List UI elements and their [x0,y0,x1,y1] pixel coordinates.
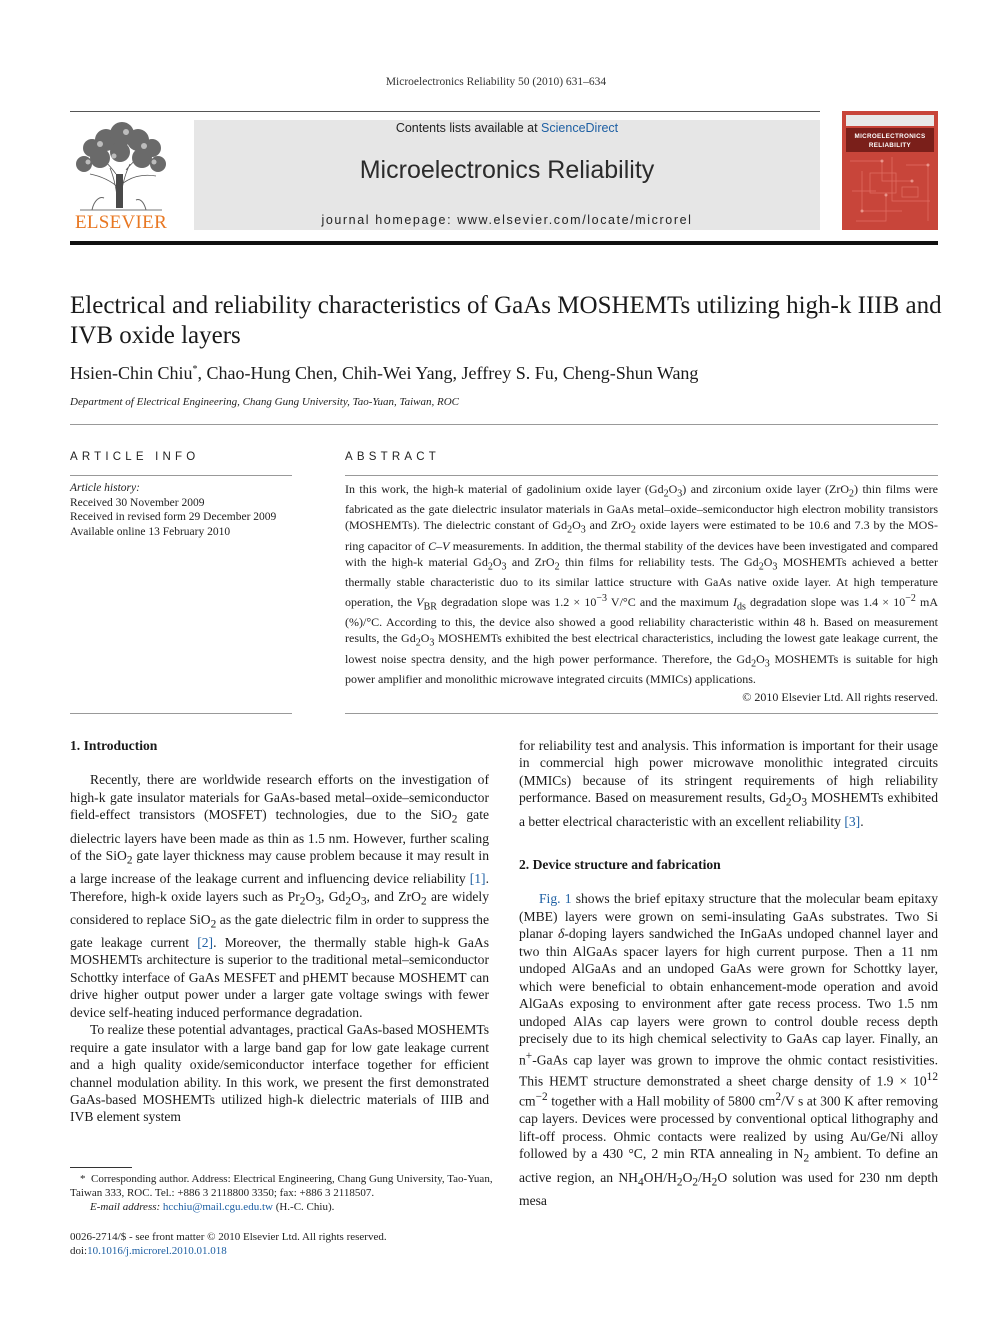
received-date: Received 30 November 2009 [70,496,205,509]
abstract-text: In this work, the high-k material of gadolinium oxide layer $(Gd_2O_3)$ and zirconium oxide layer (ZrO$_2$) thin films were fabricated as the gate dielectric insulator materials in GaAs metal–oxide–semiconductor high electron mobility transistors (MOSHEMTs). The dielectric constant of $Gd_2O_3$ and ZrO$_2$ oxide layers were estimated to be 10.6 and 7.3 by the MOS-ring capacitor of C–V measurements. In addition, the thermal stability of the devices have been investigated and compared with the high-k material $Gd_2O_3$ and ZrO$_2$ thin films for reliability tests. The $Gd_2O_3$ MOSHEMTs achieved a better thermally stable characteristic duo to its similar lattice structure with GaAs native oxide layer. At high temperature operation, the $V_{BR}$ degradation slope was $1.2 \times 10^{-3}$ V/°C and the maximum $I_{ds}$ degradation slope was $1.4 \times 10^{-2}$ mA (%)/°C. According to this, the device also showed a good reliability characteristic within 48 h. Based on measurement results, the $Gd_2O_3$ MOSHEMTs exhibited the best electrical characteristics, including the lowest gate leakage current, the lowest noise spectra density, and the high power performance. Therefore, the $Gd_2O_3$ MOSHEMTs is suitable for high power amplifier and monolithic microwave integrated circuits (MMICs) applications. [345,482,939,686]
cover-title-line-2: RELIABILITY [868,142,912,149]
co-authors: , Chao-Hung Chen, Chih-Wei Yang, Jeffrey S. Fu, Cheng-Shun Wang [197,363,699,383]
elsevier-logo[interactable] [70,118,172,234]
title-divider [70,424,938,425]
author-link[interactable]: Hsien-Chin Chiu [70,363,193,383]
cover-title [842,132,938,150]
issn-line: 0026-2714/$ - see front matter © 2010 Elsevier Ltd. All rights reserved. [70,1231,387,1243]
footnote-address-text: Corresponding author. Address: Electrical Engineering, Chang Gung University, Tao-Yuan, Taiwan 333, ROC. Tel.: +886 3 2118800 3350; fax: +886 3 2118507. [70,1173,493,1199]
body-column-left [70,737,489,1126]
section-1-heading: 1. Introduction [70,738,158,753]
footnote-address [70,1172,495,1200]
header-top-rule [70,111,820,112]
article-info-heading: ARTICLE INFO [70,451,200,463]
footnote-email [70,1200,495,1214]
journal-citation: Microelectronics Reliability 50 (2010) 631–634 [385,76,607,88]
intro-paragraph-1: Recently, there are worldwide research efforts on the investigation of high-k gate insulator materials for GaAs-based metal–oxide–semiconductor field-effect transistors (MOSFET) technologies, due to the SiO$_2$ gate dielectric layers have been made as thin as 1.5 nm. However, further scaling of the SiO$_2$ gate layer thickness may cause problem because it may result in a large increase of the leakage current and influencing device reliability [1]. Therefore, high-k oxide layers such as $Pr_2O_3$, $Gd_2O_3$, and ZrO$_2$ are widely considered to replace SiO$_2$ as the gate dielectric film in order to suppress the gate leakage current [2]. Moreover, the thermally stable high-k GaAs MOSHEMTs architecture is superior to the traditional metal–semiconductor Schottky interface of GaAs MESFET and pHEMT because MOSHEMT can drive higher output power under a larger gate voltage swings with fewer device self-heating induced performance degradation. [70,772,490,1020]
journal-title[interactable]: Microelectronics Reliability [359,156,655,184]
fig-1-link[interactable]: Fig. 1 [539,891,572,907]
abstract-rule [345,475,938,476]
intro-paragraph-2: To realize these potential advantages, practical GaAs-based MOSHEMTs require a gate insulator with a large band gap for low gate leakage current and a high quality oxide/semiconductor interface together for efficient channel modulation ability. In this work, we present the first demonstrated GaAs-based MOSHEMTs utilized high-k dielectric materials of IIIB and IVB element system [70,1022,489,1125]
contents-prefix: Contents lists available at [395,121,542,135]
journal-cover-thumbnail[interactable] [842,111,938,230]
journal-homepage[interactable]: journal homepage: www.elsevier.com/locate/microrel [321,213,693,227]
body-column-right [519,737,938,1209]
article-title-line-1: Electrical and reliability characteristics of GaAs MOSHEMTs utilizing high-k IIIB and [70,292,942,319]
footnote-rule [70,1167,132,1168]
fabrication-paragraph-1: Fig. 1 shows the brief epitaxy structure that the molecular beam epitaxy (MBE) layers were grown on semi-insulating GaAs substrates. Two Si planar δ-doping layers sandwiched the InGaAs undoped channel layer and two thin AlGaAs spacer layers for high current purpose. Then a 11 nm undoped AlGaAs and an undoped GaAs were grown for Schottky layer, which were beneficial to obtain enhancement-mode operation and avoid AlGaAs exposing to environment after gate recess process. Two 1.5 nm undoped AlAs cap layers were grown to control double recess depth precisely due to its high chemical selectivity to GaAs cap layer. Finally, an n+-GaAs cap layer was grown to improve the ohmic contact resistivities. This HEMT structure demonstrated a sheet charge density of $1.9 \times 10^{12}$ $cm^{-2}$ together with a Hall mobility of 5800 $cm^2/V$ s at 300 K after removing cap layers. Devices were processed by conventional optical lithography and lift-off process. Ohmic contacts were realized by using Au/Ge/Ni alloy followed by a 430 °C, 2 min RTA annealing in $N_2$ ambient. To define an active region, an $NH_4OH/H_2O_2/H_2O$ solution was used for 230 nm depth mesa [519,891,938,1208]
revised-date: Received in revised form 29 December 2009 [70,511,277,523]
abstract-heading: ABSTRACT [345,451,440,463]
footnote-mark: * [80,1173,86,1185]
history-label: Article history: [70,482,140,494]
ref-3-link[interactable]: [3] [844,813,861,829]
doi-label: doi: [70,1245,88,1257]
issn-block [70,1230,500,1258]
header-bottom-rule [70,241,938,245]
article-info-rule [70,475,292,476]
article-info-bottom-rule [70,713,292,714]
sciencedirect-link[interactable]: ScienceDirect [541,121,619,135]
cover-circuit-icon [842,111,938,230]
article-title [70,291,942,351]
intro-paragraph-2-continued: for reliability test and analysis. This information is important for their usage in commercial high power microwave monolithic integrated circuits (MMICs) because of its stringent requirements of high reliability performance. Based on measurement results, $Gd_2O_3$ MOSHEMTs exhibited a better electrical characteristic with an excellent reliability [3]. [519,738,938,829]
ref-1-link[interactable]: [1] [469,871,486,887]
email-suffix: (H.-C. Chiu). [272,1201,335,1213]
article-history [70,481,300,539]
contents-availability [194,121,820,135]
email-link[interactable]: hcchiu@mail.cgu.edu.tw [162,1201,273,1213]
cover-title-line-1: MICROELECTRONICS [854,133,926,140]
doi-line [70,1244,500,1258]
journal-banner [194,120,820,230]
article-title-line-2: IVB oxide layers [70,322,241,349]
online-date: Available online 13 February 2010 [70,525,231,538]
abstract-copyright: © 2010 Elsevier Ltd. All rights reserved. [742,690,938,704]
doi-link[interactable]: 10.1016/j.microrel.2010.01.018 [87,1245,227,1257]
ref-2-link[interactable]: [2] [197,934,214,950]
email-label: E-mail address: [90,1201,161,1213]
affiliation: Department of Electrical Engineering, Chang Gung University, Tao-Yuan, Taiwan, ROC [70,396,459,408]
abstract-bottom-rule [345,713,938,714]
elsevier-wordmark: ELSEVIER [74,212,168,233]
author-list [70,363,942,384]
section-2-heading: 2. Device structure and fabrication [519,856,721,872]
corresponding-author-footnote [70,1172,495,1214]
corresponding-author-mark[interactable]: * [192,364,198,375]
